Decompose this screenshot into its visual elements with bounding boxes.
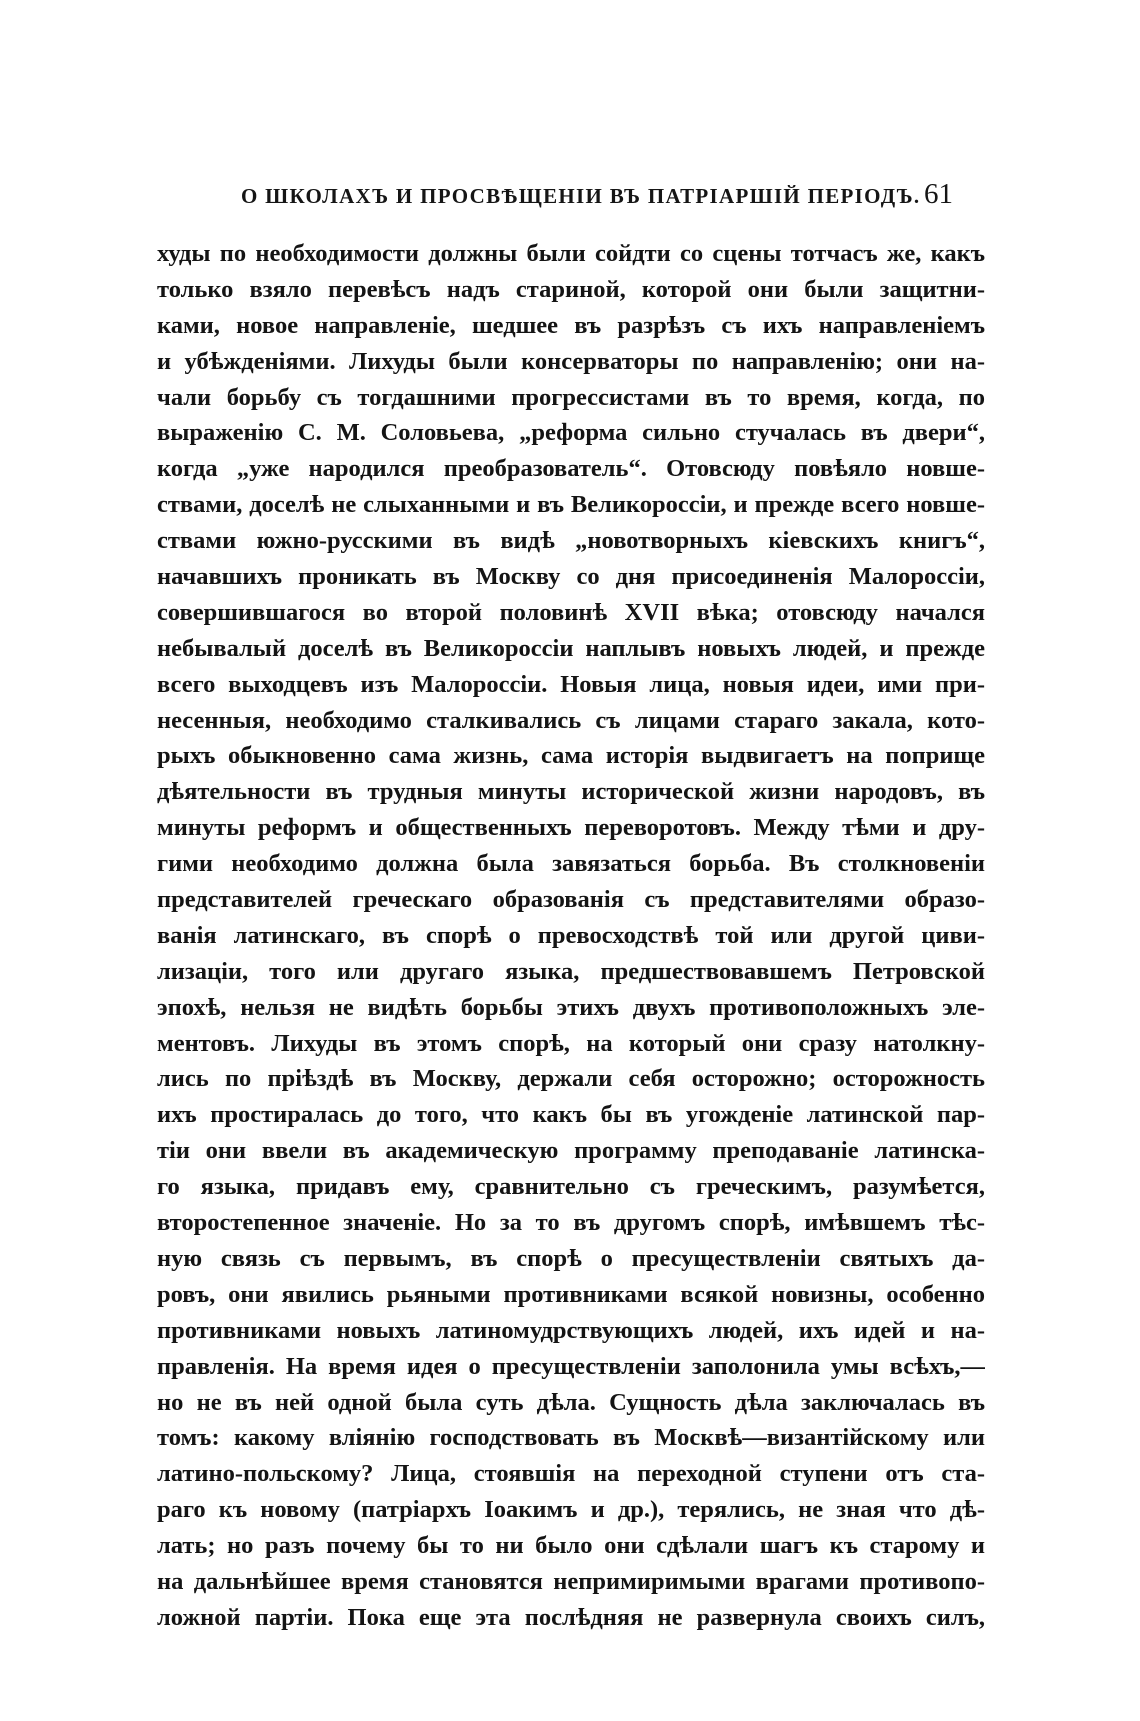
text-line: эпохѣ, нельзя не видѣть борьбы этихъ двухъ противоположныхъ эле- (157, 993, 985, 1021)
body-text (157, 236, 985, 1636)
text-line: на дальнѣйшее время становятся непримиримыми врагами противопо- (157, 1567, 985, 1595)
text-line: томъ: какому вліянію господствовать въ Москвѣ—византійскому или (157, 1424, 985, 1452)
text-line: лизаціи, того или другаго языка, предшествовавшемъ Петровской (157, 957, 985, 985)
text-line: латино-польскому? Лица, стоявшія на переходной ступени отъ ста- (157, 1460, 985, 1488)
text-line: небывалый доселѣ въ Великороссіи наплывъ новыхъ людей, и прежде (157, 634, 985, 662)
text-line: ихъ простиралась до того, что какъ бы въ угожденіе латинской пар- (157, 1101, 985, 1129)
text-line: лись по пріѣздѣ въ Москву, держали себя осторожно; осторожность (157, 1065, 985, 1093)
text-line: ванія латинскаго, въ спорѣ о превосходствѣ той или другой циви- (157, 921, 985, 949)
text-line: чали борьбу съ тогдашними прогрессистами въ то время, когда, по (157, 383, 985, 411)
text-line: рыхъ обыкновенно сама жизнь, сама исторія выдвигаетъ на поприще (157, 742, 985, 770)
text-line: ствами южно-русскими въ видѣ „новотворныхъ кіевскихъ книгъ“, (157, 527, 985, 555)
text-line: несенныя, необходимо сталкивались съ лицами стараго закала, кото- (157, 706, 985, 734)
text-line: но не въ ней одной была суть дѣла. Сущность дѣла заключалась въ (157, 1388, 985, 1416)
text-line: представителей греческаго образованія съ представителями образо- (157, 886, 985, 914)
text-line: когда „уже народился преобразователь“. Отовсюду повѣяло новше- (157, 455, 985, 483)
text-line: ную связь съ первымъ, въ спорѣ о пресуществленіи святыхъ да- (157, 1244, 985, 1272)
text-line: худы по необходимости должны были сойдти со сцены тотчасъ же, какъ (157, 240, 985, 267)
text-line: дѣятельности въ трудныя минуты исторической жизни народовъ, въ (157, 778, 985, 806)
text-line: противниками новыхъ латиномудрствующихъ людей, ихъ идей и на- (157, 1316, 985, 1344)
text-line: только взяло перевѣсъ надъ стариной, которой они были защитни- (157, 275, 985, 303)
text-line: раго къ новому (патріархъ Іоакимъ и др.), терялись, не зная что дѣ- (157, 1496, 985, 1524)
page-number: 61 (924, 178, 953, 210)
text-line: ложной партіи. Пока еще эта послѣдняя не развернула своихъ силъ, (157, 1603, 985, 1631)
text-line: начавшихъ проникать въ Москву со дня присоединенія Малороссіи, (157, 563, 985, 591)
text-line: ками, новое направленіе, шедшее въ разрѣзъ съ ихъ направленіемъ (157, 311, 985, 339)
page-header (183, 178, 958, 212)
text-line: выраженію С. М. Соловьева, „реформа сильно стучалась въ двери“, (157, 419, 985, 447)
text-line: совершившагося во второй половинѣ XVII вѣка; отовсюду начался (157, 598, 985, 626)
text-line: и убѣжденіями. Лихуды были консерваторы по направленію; они на- (157, 347, 985, 375)
text-line: го языка, придавъ ему, сравнительно съ греческимъ, разумѣется, (157, 1173, 985, 1201)
text-line: минуты реформъ и общественныхъ переворотовъ. Между тѣми и дру- (157, 814, 985, 842)
running-head: О ШКОЛАХЪ И ПРОСВѢЩЕНІИ ВЪ ПАТРІАРШІЙ ПЕРІОДЪ. (241, 184, 921, 208)
text-line: тіи они ввели въ академическую программу преподаваніе латинска- (157, 1137, 985, 1165)
text-line: ментовъ. Лихуды въ этомъ спорѣ, на который они сразу натолкну- (157, 1029, 985, 1057)
text-line: ровъ, они явились рьяными противниками всякой новизны, особенно (157, 1280, 985, 1308)
text-line: второстепенное значеніе. Но за то въ другомъ спорѣ, имѣвшемъ тѣс- (157, 1209, 985, 1237)
text-line: гими необходимо должна была завязаться борьба. Въ столкновеніи (157, 850, 985, 878)
text-line: лать; но разъ почему бы то ни было они сдѣлали шагъ къ старому и (157, 1532, 985, 1560)
text-line: всего выходцевъ изъ Малороссіи. Новыя лица, новыя идеи, ими при- (157, 670, 985, 698)
text-line: правленія. На время идея о пресуществленіи заполонила умы всѣхъ,— (157, 1352, 985, 1380)
text-line: ствами, доселѣ не слыханными и въ Великороссіи, и прежде всего новше- (157, 491, 985, 519)
